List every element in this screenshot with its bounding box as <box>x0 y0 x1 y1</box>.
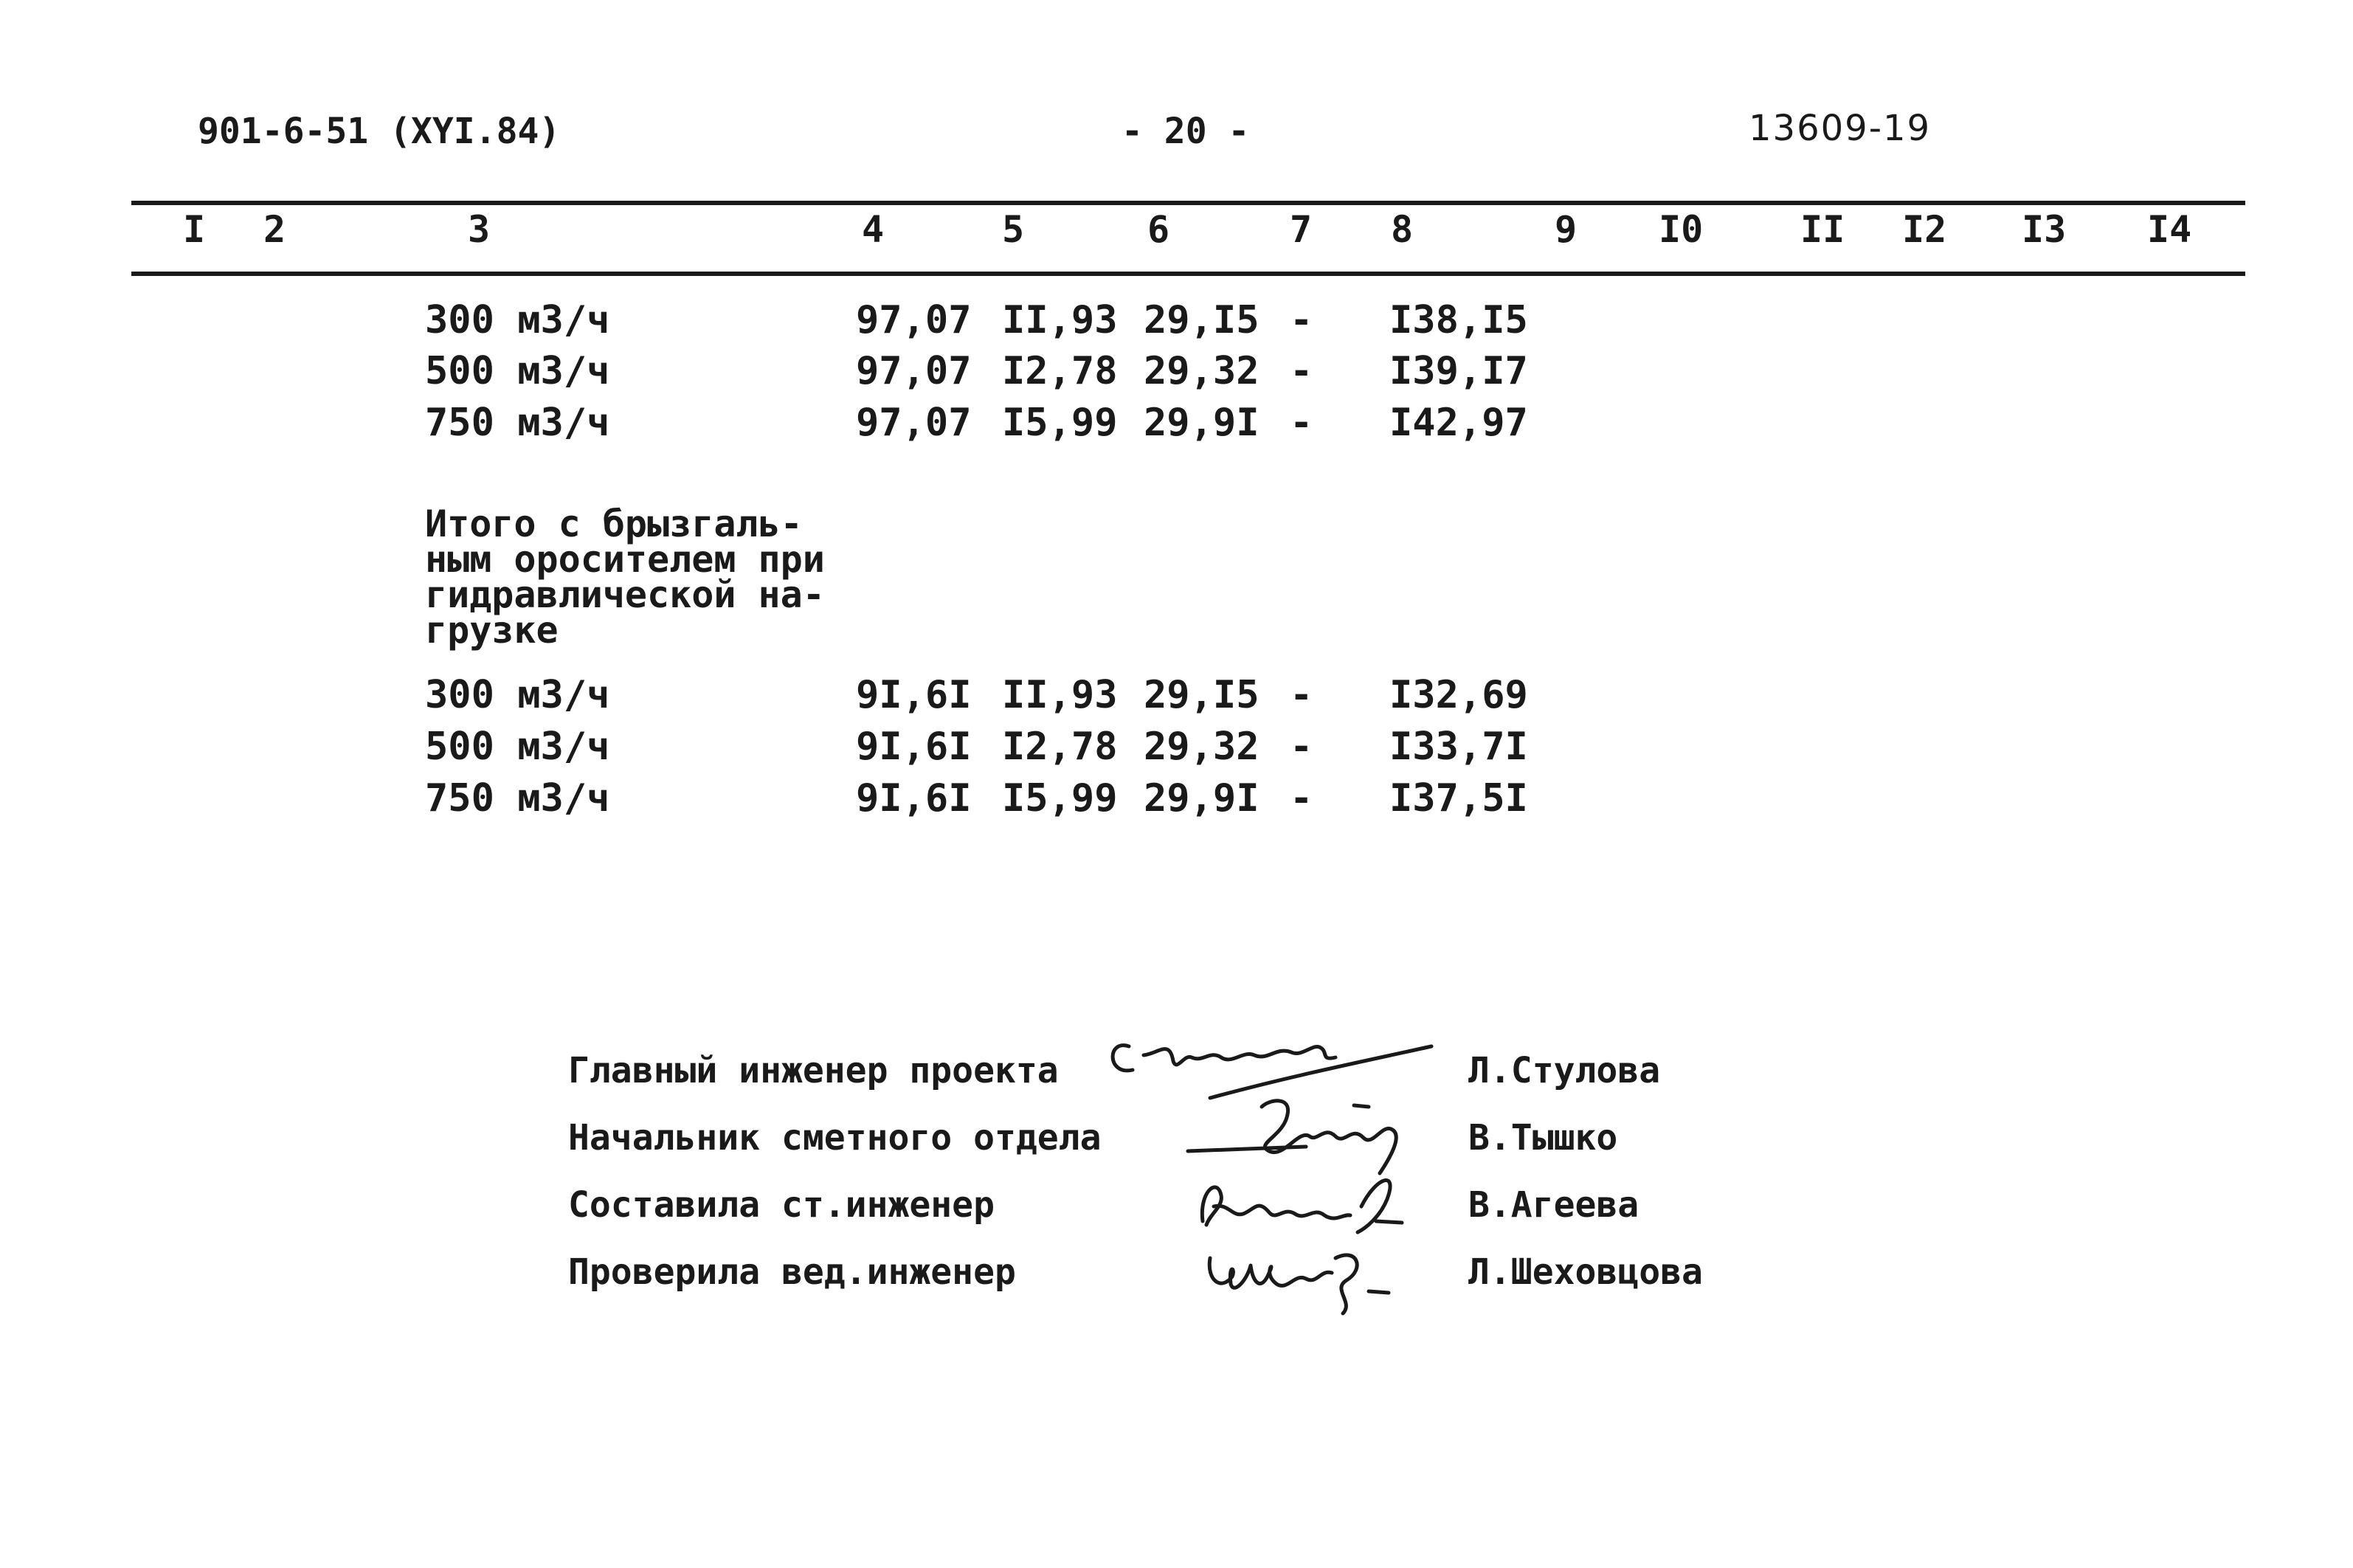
signer-name-checker: Л.Шеховцова <box>1468 1251 1703 1293</box>
table-row <box>0 401 2353 452</box>
cell-col5: I5,99 <box>1002 776 1118 821</box>
cell-col6: 29,9I <box>1144 401 1260 445</box>
column-header-14: I4 <box>2147 208 2192 251</box>
signer-role-chief-engineer: Главный инженер проекта <box>568 1050 1059 1091</box>
cell-flow: 750 м3/ч <box>425 776 610 821</box>
cell-col8: I42,97 <box>1389 401 1528 445</box>
cell-col6: 29,32 <box>1144 725 1260 769</box>
cell-col7: - <box>1290 401 1313 445</box>
column-header-12: I2 <box>1902 208 1947 251</box>
table-row <box>0 776 2353 828</box>
cell-flow: 750 м3/ч <box>425 401 610 445</box>
signer-name-compiler: В.Агеева <box>1468 1184 1640 1226</box>
document-code: 901-6-51 (XYI.84) <box>198 111 561 152</box>
column-header-7: 7 <box>1290 208 1313 251</box>
cell-col7: - <box>1290 776 1313 821</box>
signer-role-estimate-head: Начальник сметного отдела <box>568 1117 1102 1158</box>
cell-col5: I2,78 <box>1002 725 1118 769</box>
cell-col6: 29,I5 <box>1144 673 1260 717</box>
table-row <box>0 725 2353 776</box>
cell-col7: - <box>1290 349 1313 393</box>
page-number: - 20 - <box>1122 111 1250 152</box>
signer-role-compiler: Составила ст.инженер <box>568 1184 995 1226</box>
table-row <box>0 298 2353 350</box>
cell-col7: - <box>1290 725 1313 769</box>
cell-col5: II,93 <box>1002 298 1118 342</box>
signer-role-checker: Проверила вед.инженер <box>568 1251 1016 1293</box>
signer-name-estimate-head: В.Тышко <box>1468 1117 1618 1158</box>
column-header-3: 3 <box>468 208 491 251</box>
cell-col6: 29,32 <box>1144 349 1260 393</box>
group-total-note: Итого с брызгаль- ным оросителем при гидравлической на- грузке <box>425 502 825 652</box>
column-header-2: 2 <box>263 208 286 251</box>
cell-col5: I5,99 <box>1002 401 1118 445</box>
cell-col8: I37,5I <box>1389 776 1528 821</box>
cell-col8: I33,7I <box>1389 725 1528 769</box>
cell-col4: 97,07 <box>856 298 972 342</box>
cell-col4: 97,07 <box>856 349 972 393</box>
column-header-11: II <box>1800 208 1845 251</box>
table-row <box>0 349 2353 401</box>
archive-number: 13609-19 <box>1749 108 1932 149</box>
column-header-13: I3 <box>2022 208 2067 251</box>
handwritten-signature-4 <box>1195 1229 1417 1317</box>
cell-flow: 300 м3/ч <box>425 673 610 717</box>
cell-col4: 9I,6I <box>856 776 972 821</box>
cell-col8: I38,I5 <box>1389 298 1528 342</box>
column-header-5: 5 <box>1002 208 1025 251</box>
cell-col8: I32,69 <box>1389 673 1528 717</box>
signer-name-chief-engineer: Л.Стулова <box>1468 1050 1661 1091</box>
cell-col8: I39,I7 <box>1389 349 1528 393</box>
cell-col6: 29,9I <box>1144 776 1260 821</box>
table-row <box>0 673 2353 725</box>
cell-col5: I2,78 <box>1002 349 1118 393</box>
cell-col4: 9I,6I <box>856 673 972 717</box>
cell-flow: 500 м3/ч <box>425 349 610 393</box>
column-header-10: I0 <box>1659 208 1704 251</box>
cell-flow: 500 м3/ч <box>425 725 610 769</box>
column-header-9: 9 <box>1555 208 1578 251</box>
column-header-8: 8 <box>1391 208 1414 251</box>
cell-col4: 97,07 <box>856 401 972 445</box>
cell-col7: - <box>1290 673 1313 717</box>
column-header-4: 4 <box>862 208 885 251</box>
column-header-6: 6 <box>1147 208 1170 251</box>
table-top-rule <box>131 201 2245 205</box>
cell-col5: II,93 <box>1002 673 1118 717</box>
table-header-rule <box>131 272 2245 276</box>
cell-col6: 29,I5 <box>1144 298 1260 342</box>
column-header-1: I <box>183 208 206 251</box>
cell-flow: 300 м3/ч <box>425 298 610 342</box>
cell-col4: 9I,6I <box>856 725 972 769</box>
cell-col7: - <box>1290 298 1313 342</box>
